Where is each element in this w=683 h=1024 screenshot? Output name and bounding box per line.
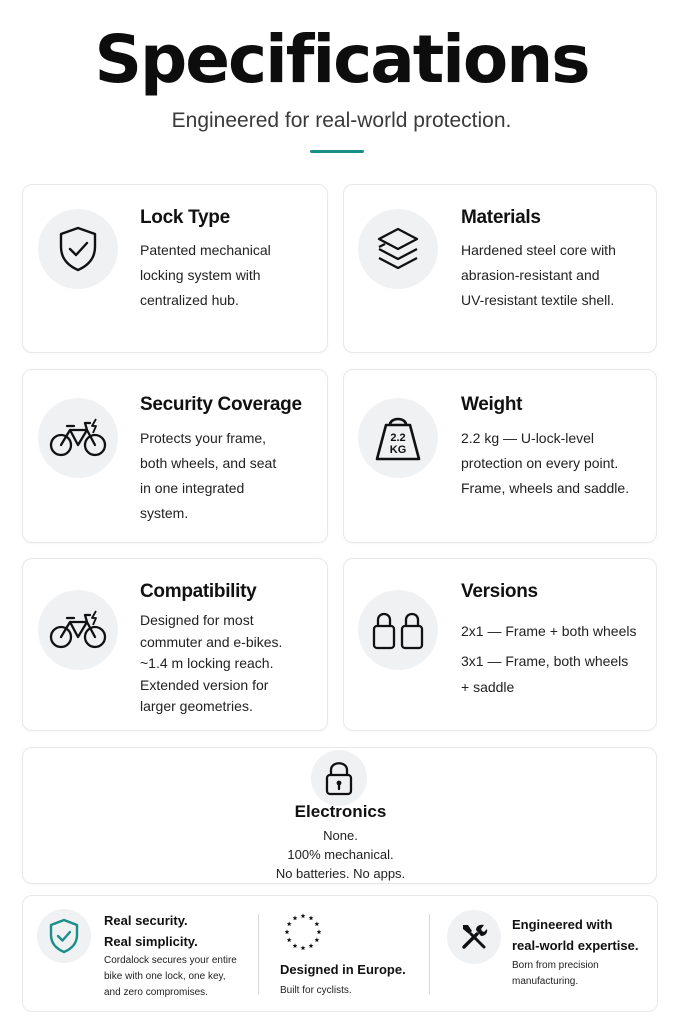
svg-text:KG: KG [389,444,407,456]
card-description: 2x1 — Frame + both wheels 3x1 — Frame, both wheels + saddle [461,623,637,695]
card-description: Hardened steel core with abrasion-resistant and UV-resistant textile shell. [461,242,616,308]
eu-star [285,929,290,934]
svg-text:2.2: 2.2 [390,432,406,444]
card-versions [343,558,657,731]
divider [429,914,430,994]
padlock-icon [311,750,367,806]
eu-star [301,913,306,918]
card-title: Versions [461,581,538,602]
eu-star [309,943,314,948]
footer-expertise-text: Born from precision manufacturing. [512,960,599,987]
card-electronics [22,747,657,884]
kettlebell-weight-icon [358,398,438,478]
footer-security-title: Real security. Real simplicity. [104,913,198,949]
eu-star [287,937,292,942]
eu-star [287,921,292,926]
card-title: Materials [461,207,541,228]
divider [258,914,259,994]
double-padlock-icon [358,590,438,670]
tools-icon [447,910,501,964]
page-title: Specifications [94,21,589,98]
card-title: Lock Type [140,207,230,228]
eu-star [309,916,314,921]
card-description: Protects your frame, both wheels, and seat in one integrated system. [140,430,277,521]
card-title: Compatibility [140,581,257,602]
card-description: 2.2 kg — U-lock-level protection on every point. Frame, wheels and saddle. [461,430,630,496]
card-materials [343,184,657,353]
eu-star [293,943,298,948]
footer-europe-text: Built for cyclists. [280,985,352,996]
shield-check-icon [38,209,118,289]
card-security-coverage [22,369,328,543]
eu-star [314,937,319,942]
footer-security-text: Cordalock secures your entire bike with one lock, one key, and zero compromises. [104,955,237,998]
layers-icon [358,209,438,289]
card-description: None. 100% mechanical. No batteries. No apps. [275,828,406,881]
eu-star [293,916,298,921]
card-description: Patented mechanical locking system with centralized hub. [140,242,271,308]
card-title: Security Coverage [140,394,302,415]
accent-divider [310,150,364,153]
eu-star [314,921,319,926]
eu-star [301,945,306,950]
card-title: Electronics [294,802,387,821]
card-compatibility [22,558,328,731]
card-description: Designed for most commuter and e-bikes. ~1.4 m locking reach. Extended version for larger geometries. [140,612,283,714]
eu-star [317,929,322,934]
eu-stars-icon [281,910,325,954]
footer-expertise-title: Engineered with real-world expertise. [512,917,639,953]
card-lock-type [22,184,328,353]
page-subtitle: Engineered for real-world protection. [171,109,512,132]
card-weight [343,369,657,543]
features-footer [22,895,658,1012]
ebike-icon [38,590,118,670]
card-title: Weight [461,394,523,415]
ebike-icon [38,398,118,478]
footer-europe-title: Designed in Europe. [280,962,406,977]
shield-check-icon [37,909,91,963]
